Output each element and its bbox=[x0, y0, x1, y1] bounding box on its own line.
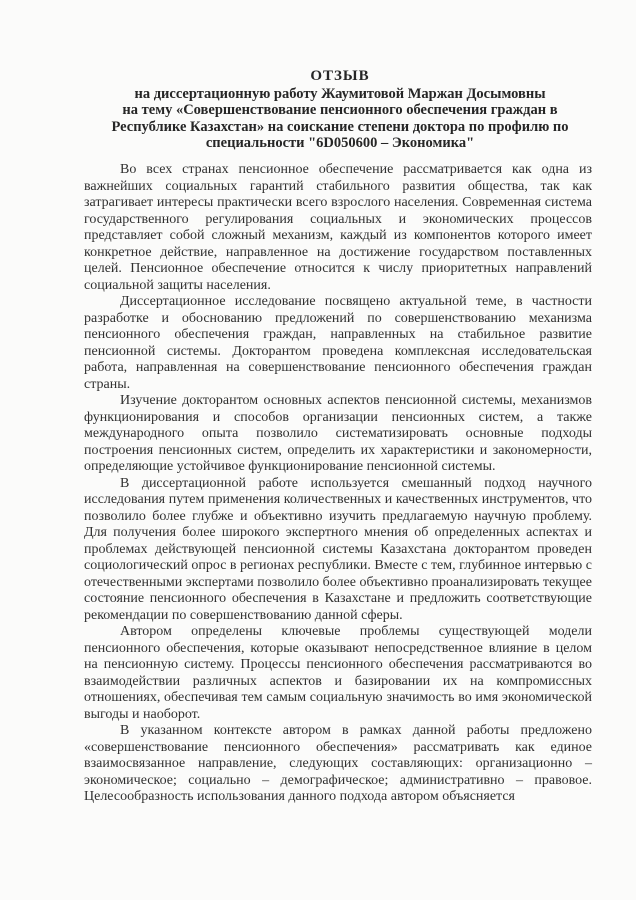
header-line-degree: Республике Казахстан» на соискание степени доктора по профилю по bbox=[111, 118, 569, 135]
body-paragraph: Изучение докторантом основных аспектов пенсионной системы, механизмов функционирования и способов организации пенсионных систем, а также международного опыта позволило систематизировать основные подходы построения пенсионных систем, определить их характеристики и закономерности, определяющие устойчивое функционирование пенсионной системы. bbox=[84, 393, 592, 474]
header-line-specialty: специальности "6D050600 – Экономика" bbox=[205, 135, 475, 151]
document-header bbox=[100, 68, 580, 152]
document-title: ОТЗЫВ bbox=[310, 68, 370, 84]
body-paragraph: В указанном контексте автором в рамках данной работы предложено «совершенствование пенсионного обеспечения» рассматривать как единое взаимосвязанное направление, следующих составляющих: организационно – экономическое; социально – демографическое; административно – правовое. Целесообразность использования данного подхода автором объясняется bbox=[84, 723, 592, 804]
body-paragraph: Во всех странах пенсионное обеспечение рассматривается как одна из важнейших социальных гарантий стабильного развития общества, так как затрагивает интересы практически всего взрослого населения. Современная система государственного регулирования социальных и экономических процессов представляет собой сложный механизм, каждый из компонентов которого имеет конкретное действие, направленное на достижение государством поставленных целей. Пенсионное обеспечение относится к числу приоритетных направлений социальной защиты населения. bbox=[84, 162, 592, 293]
body-paragraph: Автором определены ключевые проблемы существующей модели пенсионного обеспечения, которые оказывают непосредственное влияние в целом на пенсионную систему. Процессы пенсионного обеспечения рассматриваются во взаимодействии различных аспектов и базировании их на компромиссных отношениях, обеспечивая тем самым социальную значимость во имя экономической выгоды и наоборот. bbox=[84, 624, 592, 722]
document-body bbox=[84, 162, 592, 806]
header-line-topic: на тему «Совершенствование пенсионного обеспечения граждан в bbox=[122, 102, 558, 118]
body-paragraph: В диссертационной работе используется смешанный подход научного исследования путем применения количественных и качественных инструментов, что позволило более глубже и объективно изучить предлагаемую научную проблему. Для получения более широкого экспертного мнения об определенных аспектах и проблемах действующей пенсионной системы Казахстана докторантом проведен социологический опрос в регионах республики. Вместе с тем, глубинное интервью с отечественными экспертами позволило более объективно проанализировать текущее состояние пенсионного обеспечения в Казахстане и предложить соответствующие рекомендации по совершенствованию данной сферы. bbox=[84, 475, 592, 623]
body-paragraph: Диссертационное исследование посвящено актуальной теме, в частности разработке и обоснованию предложений по совершенствованию механизма пенсионного обеспечения граждан, направленных на стабильное развитие пенсионной системы. Докторантом проведена комплексная исследовательская работа, направленная на совершенствование пенсионного обеспечения граждан страны. bbox=[84, 294, 592, 392]
header-line-subject: на диссертационную работу Жаумитовой Маржан Досымовны bbox=[134, 85, 546, 102]
